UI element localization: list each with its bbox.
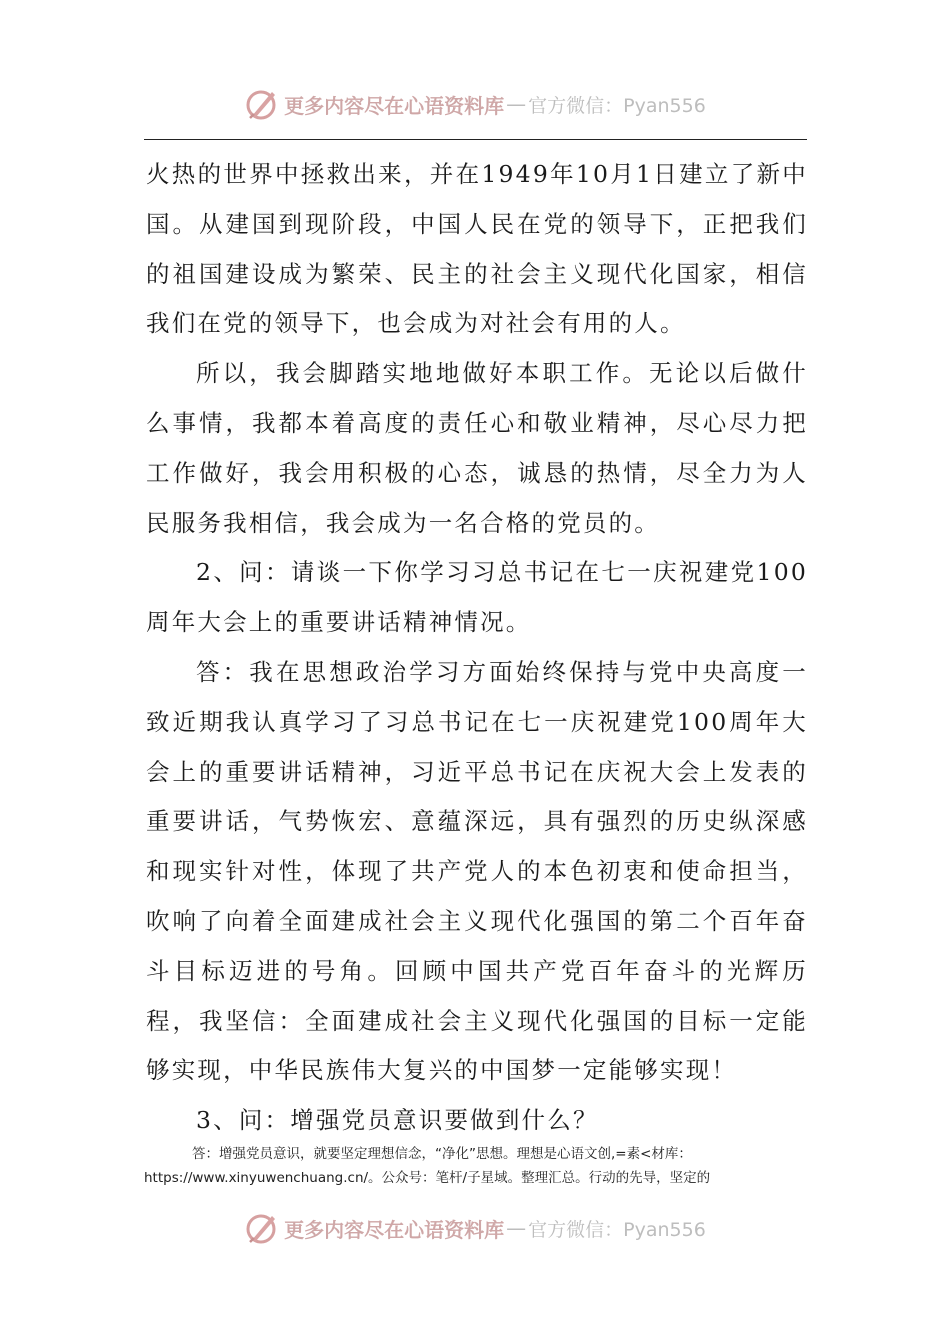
- paragraph-1: 火热的世界中拯救出来，并在1949年10月1日建立了新中国。从建国到现阶段，中国人民在党的领导下，正把我们的祖国建设成为繁荣、民主的社会主义现代化国家，相信我们在党的领导下，也会成为对社会有用的人。: [146, 160, 808, 338]
- footer-banner-contact: 官方微信：Pyan556: [528, 1218, 706, 1241]
- document-body: [146, 150, 808, 1146]
- quill-pen-logo-icon: [244, 1210, 280, 1246]
- footer-banner-title: 更多内容尽在心语资料库: [284, 1217, 505, 1242]
- footer-banner-separator: —: [506, 1216, 527, 1240]
- answer-3-fragment: 答：增强党员意识，就要坚定理想信念，“净化”思想。理想是心语文创,=素<材库：https://www.xinyuwenchuang.cn/。公众号：笔杆/子星域。整理汇总。行动的先导，坚定的: [144, 1146, 711, 1186]
- header-banner: [0, 84, 950, 124]
- banner-separator: —: [506, 92, 527, 116]
- paragraph-2: 所以，我会脚踏实地地做好本职工作。无论以后做什么事情，我都本着高度的责任心和敬业精神，尽心尽力把工作做好，我会用积极的心态，诚恳的热情，尽全力为人民服务我相信，我会成为一名合格的党员的。: [146, 359, 808, 537]
- banner-contact: 官方微信：Pyan556: [528, 94, 706, 117]
- answer-2: 答：我在思想政治学习方面始终保持与党中央高度一致近期我认真学习了习总书记在七一庆祝建党100周年大会上的重要讲话精神，习近平总书记在庆祝大会上发表的重要讲话，气势恢宏、意蕴深远，具有强烈的历史纵深感和现实针对性，体现了共产党人的本色初衷和使命担当，吹响了向着全面建成社会主义现代化强国的第二个百年奋斗目标迈进的号角。回顾中国共产党百年奋斗的光辉历程，我坚信：全面建成社会主义现代化强国的目标一定能够实现，中华民族伟大复兴的中国梦一定能够实现！: [146, 657, 808, 1085]
- question-2: 2、问：请谈一下你学习习总书记在七一庆祝建党100周年大会上的重要讲话精神情况。: [146, 558, 808, 637]
- question-3: 3、问：增强党员意识要做到什么？: [196, 1106, 599, 1135]
- quill-pen-logo-icon: [244, 86, 280, 122]
- banner-title: 更多内容尽在心语资料库: [284, 93, 505, 118]
- header-divider: [144, 139, 807, 140]
- footer-banner: [0, 1208, 950, 1248]
